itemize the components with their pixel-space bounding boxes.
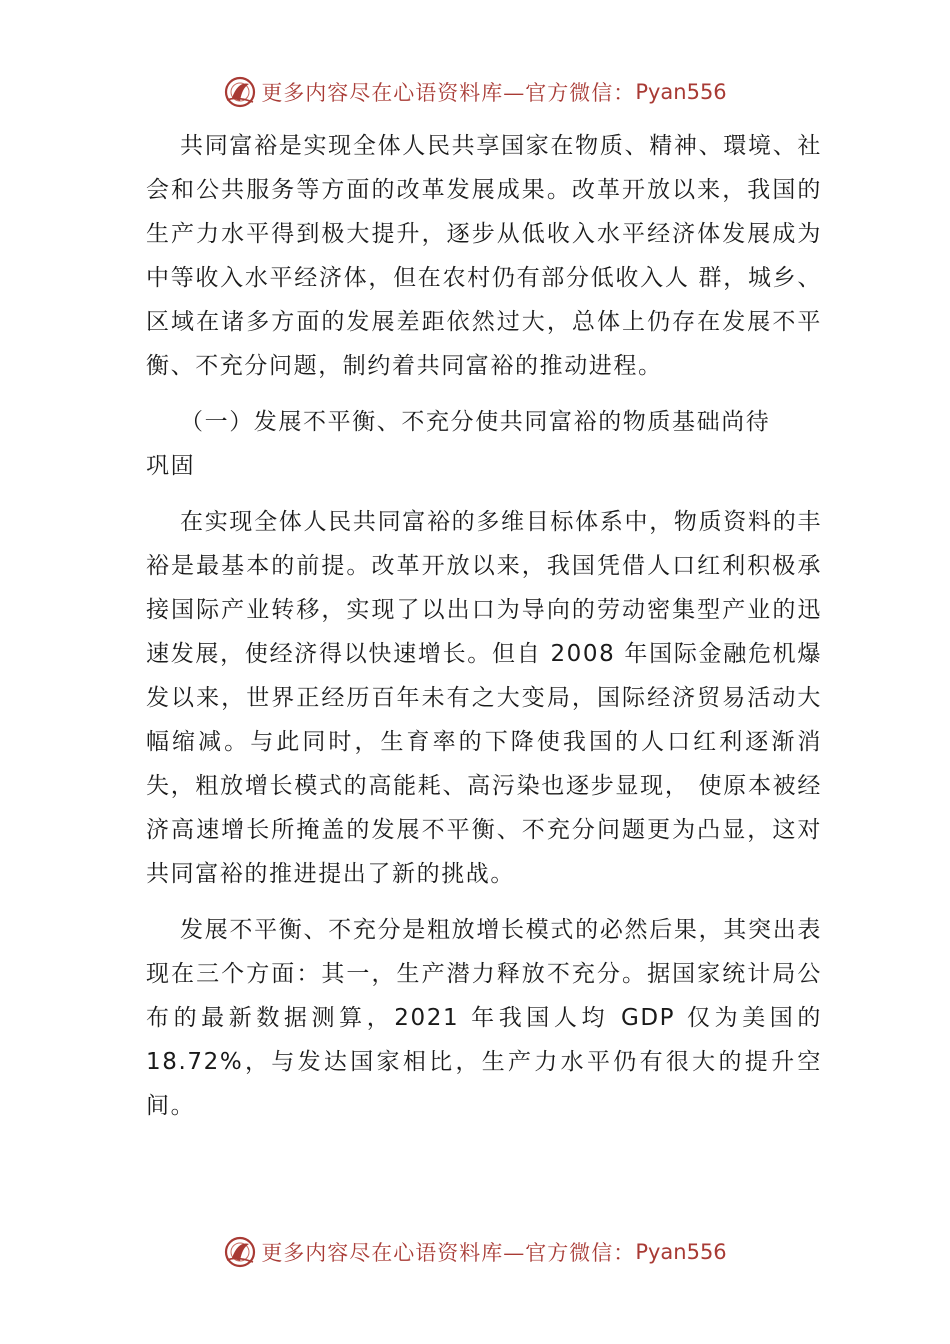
paragraph-3: 发展不平衡、不充分是粗放增长模式的必然后果，其突出表现在三个方面：其一，生产潜力释放不充分。据国家统计局公布的最新数据测算，2021 年我国人均 GDP 仅为美国的 18.72%，与发达国家相比，生产力水平仍有很大的提升空间。 [146,917,822,1119]
watermark-text: 更多内容尽在心语资料库—官方微信： [261,1241,636,1265]
watermark-text: 更多内容尽在心语资料库—官方微信： [261,81,636,105]
paragraph-1: 共同富裕是实现全体人民共享国家在物质、精神、環境、社会和公共服务等方面的改革发展成果。改革开放以来，我国的生产力水平得到极大提升，逐步从低收入水平经济体发展成为中等收入水平经济体，但在农村仍有部分低收入人 群，城乡、区域在诸多方面的发展差距依然过大，总体上仍存在发展不平衡、不充分问题，制约着共同富裕的推动进程。 [146,133,822,379]
header-watermark [0,72,950,112]
paragraph-2: 在实现全体人民共同富裕的多维目标体系中，物质资料的丰裕是最基本的前提。改革开放以来，我国凭借人口红利积极承接国际产业转移，实现了以出口为导向的劳动密集型产业的迅速发展，使经济得以快速增长。但自 2008 年国际金融危机爆发以来，世界正经历百年未有之大变局，国际经济贸易活动大幅缩减。与此同时，生育率的下降使我国的人口红利逐渐消失，粗放增长模式的高能耗、高污染也逐步显现， 使原本被经济高速增长所掩盖的发展不平衡、不充分问题更为凸显，这对共同富裕的推进提出了新的挑战。 [146,509,822,887]
document-body [146,124,822,1128]
watermark-handle: Pyan556 [635,80,727,104]
seal-logo-icon [223,1235,257,1269]
footer-watermark [0,1232,950,1272]
watermark-handle: Pyan556 [635,1240,727,1264]
seal-logo-icon [223,75,257,109]
section-heading-1: （一）发展不平衡、不充分使共同富裕的物质基础尚待巩固 [146,409,771,479]
